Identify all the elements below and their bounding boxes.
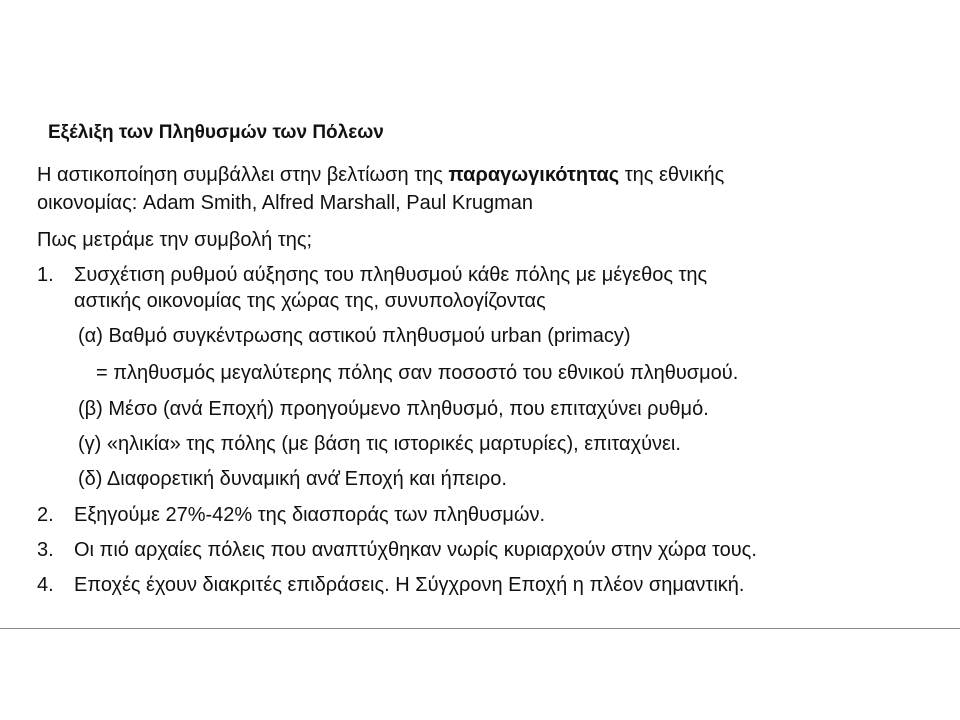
intro-bold-term: παραγωγικότητας (448, 164, 620, 186)
sub-item-d: (δ) Διαφορετική δυναμική ανά̓ Εποχή και ήπειρο. (78, 468, 507, 490)
intro-line-1 (37, 163, 724, 187)
list-number-2: 2. (37, 504, 54, 526)
intro-line-2: οικονομίας: Adam Smith, Alfred Marshall, Paul Krugman (37, 192, 534, 214)
sub-item-a: (α) Βαθμό συγκέντρωσης αστικού πληθυσμού urban (primacy) (78, 325, 631, 347)
slide-title: Εξέλιξη των Πληθυσμών των Πόλεων (48, 122, 384, 143)
list-number-4: 4. (37, 574, 54, 596)
sub-item-c: (γ) «ηλικία» της πόλης (με βάση τις ιστορικές μαρτυρίες), επιταχύνει. (78, 433, 681, 455)
list-item-1-line-1: Συσχέτιση ρυθμού αύξησης του πληθυσμού κάθε πόλης με μέγεθος της (74, 264, 708, 286)
list-item-2: Εξηγούμε 27%-42% της διασποράς των πληθυσμών. (74, 504, 546, 526)
bottom-divider (0, 628, 960, 629)
intro-text: Η αστικοποίηση συμβάλλει στην βελτίωση της (37, 164, 449, 186)
list-number-3: 3. (37, 539, 54, 561)
sub-item-a-definition: = πληθυσμός μεγαλύτερης πόλης σαν ποσοστό του εθνικού πληθυσμού. (96, 362, 739, 384)
sub-item-b: (β) Μέσο (ανά Εποχή) προηγούμενο πληθυσμό, που επιταχύνει ρυθμό. (78, 398, 709, 420)
list-number-1: 1. (37, 264, 54, 286)
list-item-1-line-2: αστικής οικονομίας της χώρας της, συνυπολογίζοντας (74, 290, 546, 312)
question-line: Πως μετράμε την συμβολή της; (37, 229, 313, 251)
list-item-4: Εποχές έχουν διακριτές επιδράσεις. Η Σύγχρονη Εποχή η πλέον σημαντική. (74, 574, 745, 596)
intro-text-end: της εθνικής (619, 164, 725, 186)
list-item-3: Οι πιό αρχαίες πόλεις που αναπτύχθηκαν νωρίς κυριαρχούν στην χώρα τους. (74, 539, 757, 561)
